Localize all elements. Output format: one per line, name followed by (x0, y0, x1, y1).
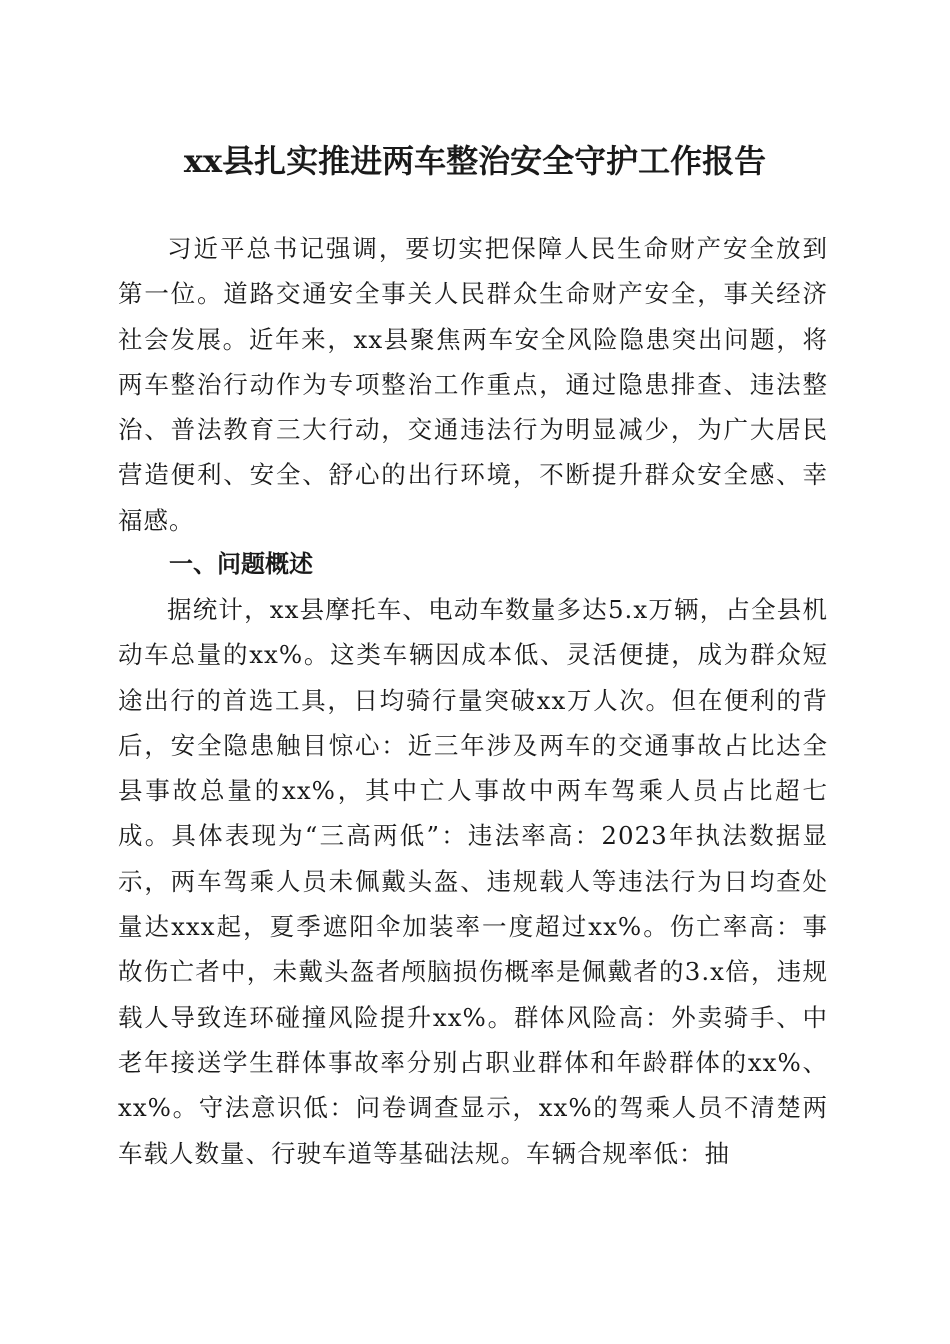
document-title: xx县扎实推进两车整治安全守护工作报告 (183, 142, 767, 180)
section-paragraph-problem-overview: 据统计，xx县摩托车、电动车数量多达5.x万辆，占全县机动车总量的xx%。这类车辆因成本低、灵活便捷，成为群众短途出行的首选工具，日均骑行量突破xx万人次。但在便利的背后，安全隐患触目惊心：近三年涉及两车的交通事故占比达全县事故总量的xx%，其中亡人事故中两车驾乘人员占比超七成。具体表现为“三高两低”：违法率高：2023年执法数据显示，两车驾乘人员未佩戴头盔、违规载人等违法行为日均查处量达xxx起，夏季遮阳伞加装率一度超过xx%。伤亡率高：事故伤亡者中，未戴头盔者颅脑损伤概率是佩戴者的3.x倍，违规载人导致连环碰撞风险提升xx%。群体风险高：外卖骑手、中老年接送学生群体事故率分别占职业群体和年龄群体的xx%、xx%。守法意识低：问卷调查显示，xx%的驾乘人员不清楚两车载人数量、行驶车道等基础法规。车辆合规率低：抽 (118, 595, 828, 1168)
section-heading-problem-overview: 一、问题概述 (169, 550, 313, 578)
intro-paragraph: 习近平总书记强调，要切实把保障人民生命财产安全放到第一位。道路交通安全事关人民群众生命财产安全，事关经济社会发展。近年来，xx县聚焦两车安全风险隐患突出问题，将两车整治行动作为专项整治工作重点，通过隐患排查、违法整治、普法教育三大行动，交通违法行为明显减少，为广大居民营造便利、安全、舒心的出行环境，不断提升群众安全感、幸福感。 (118, 234, 828, 535)
